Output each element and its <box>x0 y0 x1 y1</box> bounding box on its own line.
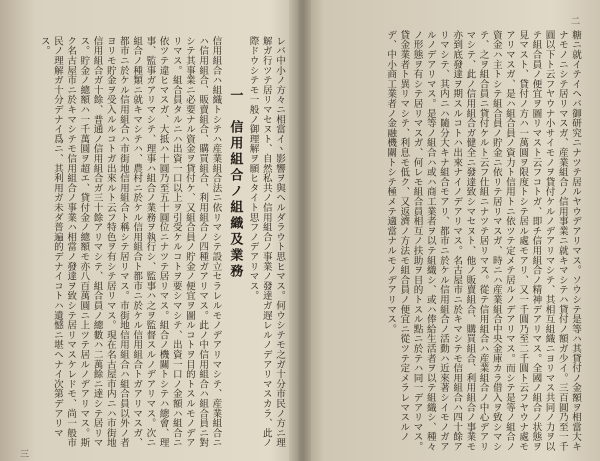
right-page <box>310 14 582 454</box>
body-text <box>18 36 286 454</box>
left-page <box>18 14 286 460</box>
section-heading: 一 信用組合ノ組織及業務 <box>227 88 243 280</box>
book-gutter <box>289 0 311 461</box>
page-number: 二 <box>570 17 580 27</box>
intro-paragraph: レバ中小ノ方々ニ相當イヽ影響ヲ與ヘルダラウト思ヒマス。何ウシテモ之ガ十分市民ノ方ニ理解ガ行ツテ居リマセヌト、自然私共ノ信用組合ノ事業ノ發達ガ遅レルノデアリマスカラ、此ノ際ドウシテモ一般ノ御理解ヲ願ヒタイト思フノデアリマス。 <box>247 36 285 448</box>
body-text <box>310 30 582 454</box>
page-number: 三 <box>20 450 30 460</box>
paragraph: 信用組合ハ組織トシテハ産業組合法ニ依リマシテ設立セラレルモノデアリマシテ、産業組合ニハ信用組合、販賣組合、購買組合、利用組合ノ四種ガアリマス。此ノ中信用組合ハ組合員ニ對シテ其事業ニ必要ナル資金ヲ貸付ケ、又組合員ノ貯金ノ便宜ヲ圖ルコトヲ目的トスルモノデアリマス。組合員タルニハ出資一口以上ヲ引受ケルコトヲ要シマシテ、出資一口ノ金額ハ組合ニ依ツテ違ヒマスガ、大抵ハ十圓乃至五十圓位ニナツテ居リマス。組合ノ機關トシテハ總會、理事、監事ガアリマシテ、理事ハ組合ノ業務ヲ執行シ、監事ハ之ヲ監督スルノデアリマス。次ニ組合ノ種類ニ就キマシテハ、農村ニ於ケル信用組合ト都市ニ於ケル信用組合トガアリマスガ、都市ニ於ケル信用組合ハ市街地信用組合ト稱シテ居リマス。市街地信用組合ハ組合員以外ノ者ヨリモ貯金ヲ受入ルルコトガ出來ルト云フ特色ヲ有シテ居リマス。現在名古屋市内ニハ市街地信用組合ガ十餘、普通ノ信用組合ガ三十餘アリマシテ、組合員ノ總數ハ二萬餘ニ達シテ居リマス。貯金ノ總額ハ一千萬圓ヲ超エ、貸付金ノ總額モ亦八百萬圓ニ上ツテ居ルノデアリマス。斯ク名古屋市ニ於キマシテモ信用組合ノ事業ハ相當ノ發達ヲ致シテ居リマスケレドモ、尚一般市民ノ理解ガ十分デナイ爲ニ、其利用ガ未ダ普遍的デナイコトハ遺憾ニ堪ヘナイ次第デアリマス。 <box>38 36 222 448</box>
paragraph: 糖ニ就イテイヘバ御研究ニナツテ居ルヤウデアリマス。ソウシテ是等ハ其貸付ノ金額ヲ相當大キナモノニシテ居リマスガ、産業組合ノ信用事業ニ就キマシテハ貸付ノ額ガ少イ。三百圓乃至一千圓以下ト云フヤウナ小サイモノヲ貸付ケルノデアリマシテ、其相互組織ニヨリマス共同ノ力ヲ以テ組合員ノ便宜ヲ圖リマスト云フコトガ、即チ信用組合ノ精神デアリマス。全國ノ組合ノ状態ヲ見マスト、貸付ノ方ハ一萬圓ヲ限度トシテ居ル處モアリ、又一千圓乃至二千圓ト云フヤウナ處モアリマスガ、是ハ組合員ノ資力ト信用トニ依ツテ定メテ居ルノデアリマス。而シテ是等ノ組合ノ資金ハ主トシテ組合員ノ貯金ニ依リテ居リマスガ、時ニハ産業組合中央金庫カラ借入ヲ致シマシテ、之ヲ組合員ニ貸付ケルト云フ仕組ニナツテ居リマス。從テ信用組合ハ産業組合ノ中心デアリマシテ、此ノ信用組合ガ健全ニ發達致シマセヌト、他ノ販賣組合、購買組合、利用組合ノ事業モ亦到底發達ヲ期スルコトハ出來ナイノデアリマス。名古屋市ニ於キマシテモ信用組合ハ四十餘アリマシテ、其内ニハ隨分大キナ組合モアリ、都市ニ於ケル信用組合ノ活動ハ近來著シイモノガアルノデアリマス。是等ノ組合ハ或ハ商工業者ヲ以テ組織シ、或ハ俸給生活者ヲ以テ組織シ、種々ノ形態ヲ有シテ居リマスガ、何レモ組合員相互ノ扶助ヲ目的トスル點ニ於テハ同一デアリマス。貸金業者ト異リマシテ、利息モ低ク、又返濟ノ方法モ組合員ノ便宜ニ從ツテ定メラレマスルノデ、中小商工業者ノ金融機關トシテ極メテ適當ナルモノデアリマス。 <box>385 30 581 452</box>
